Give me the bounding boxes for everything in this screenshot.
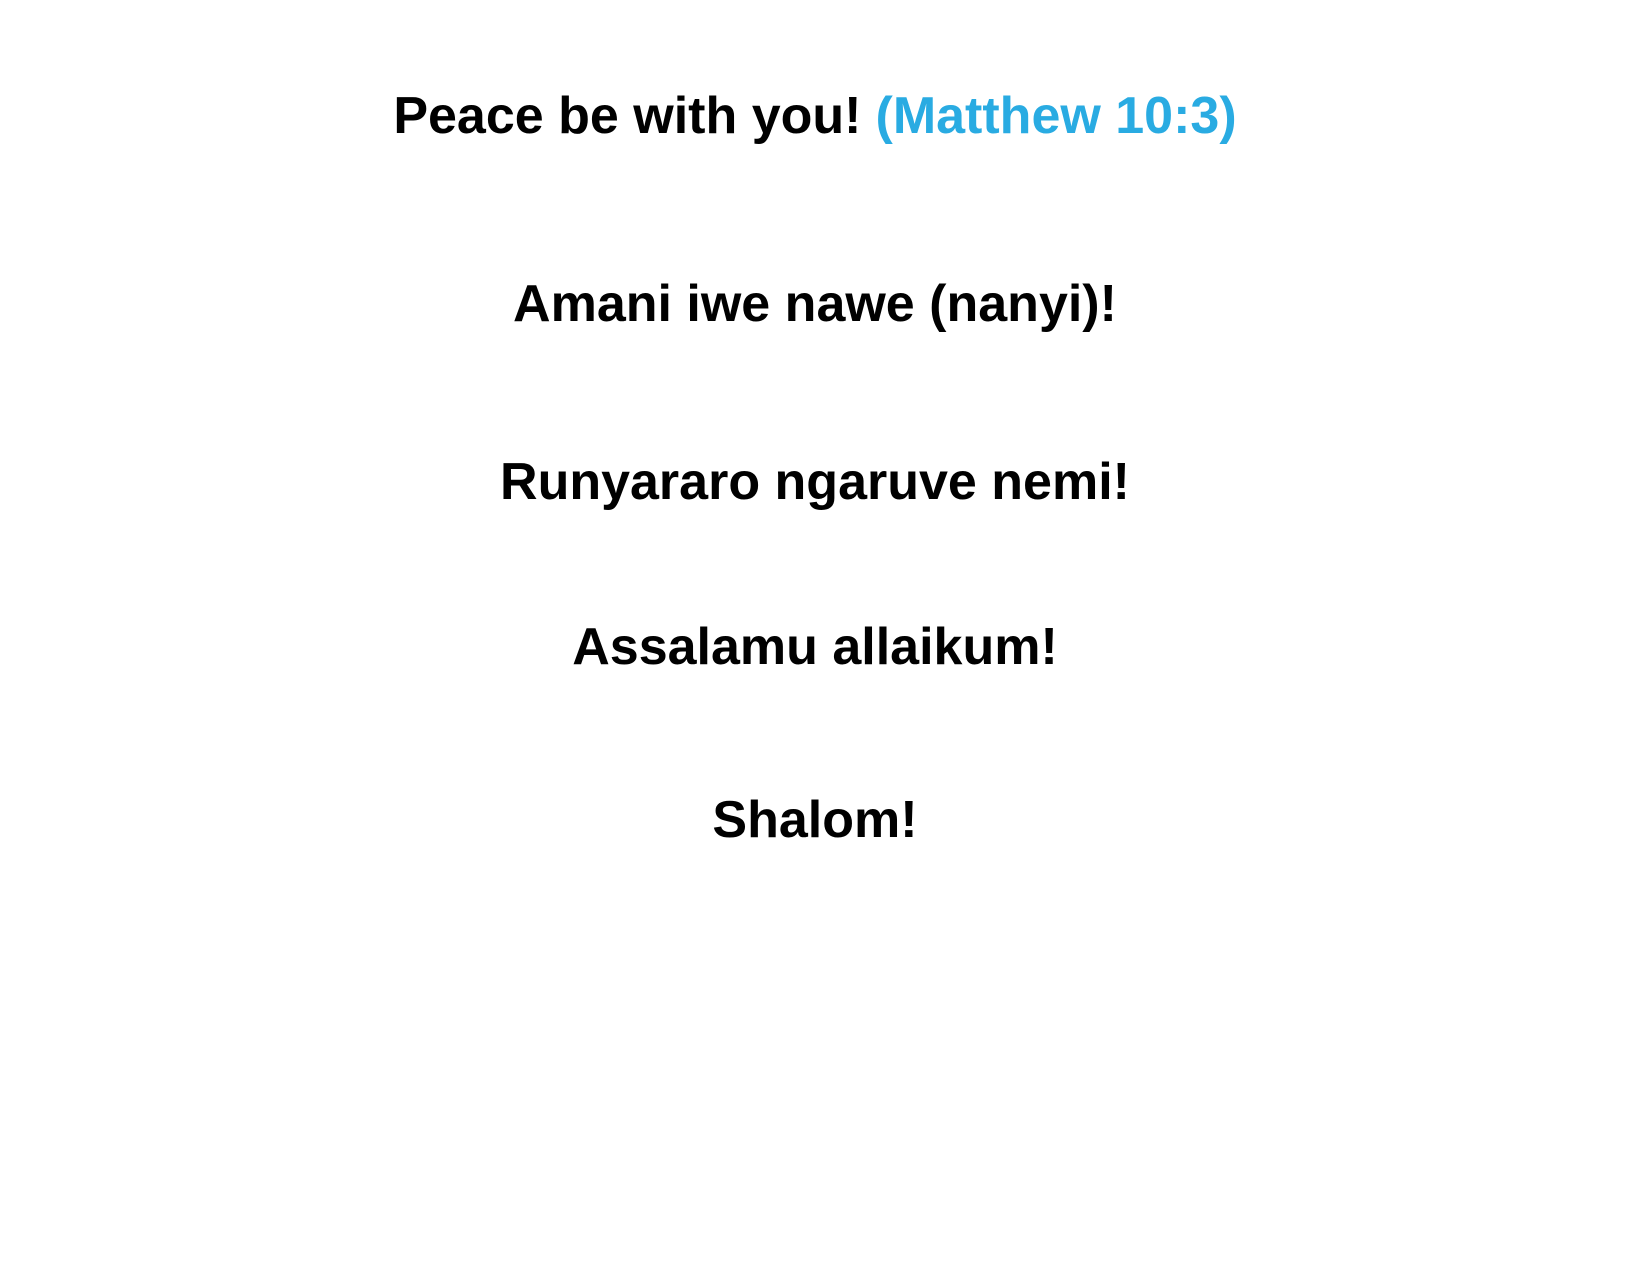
title-scripture-reference: (Matthew 10:3) — [875, 87, 1237, 145]
greeting-hebrew: Shalom! — [712, 791, 918, 849]
greeting-swahili: Amani iwe nawe (nanyi)! — [513, 275, 1117, 333]
greeting-shona: Runyararo ngaruve nemi! — [500, 453, 1130, 511]
slide-title — [0, 85, 1640, 147]
title-greeting-text: Peace be with you! — [393, 87, 862, 145]
greeting-arabic: Assalamu allaikum! — [572, 618, 1058, 676]
